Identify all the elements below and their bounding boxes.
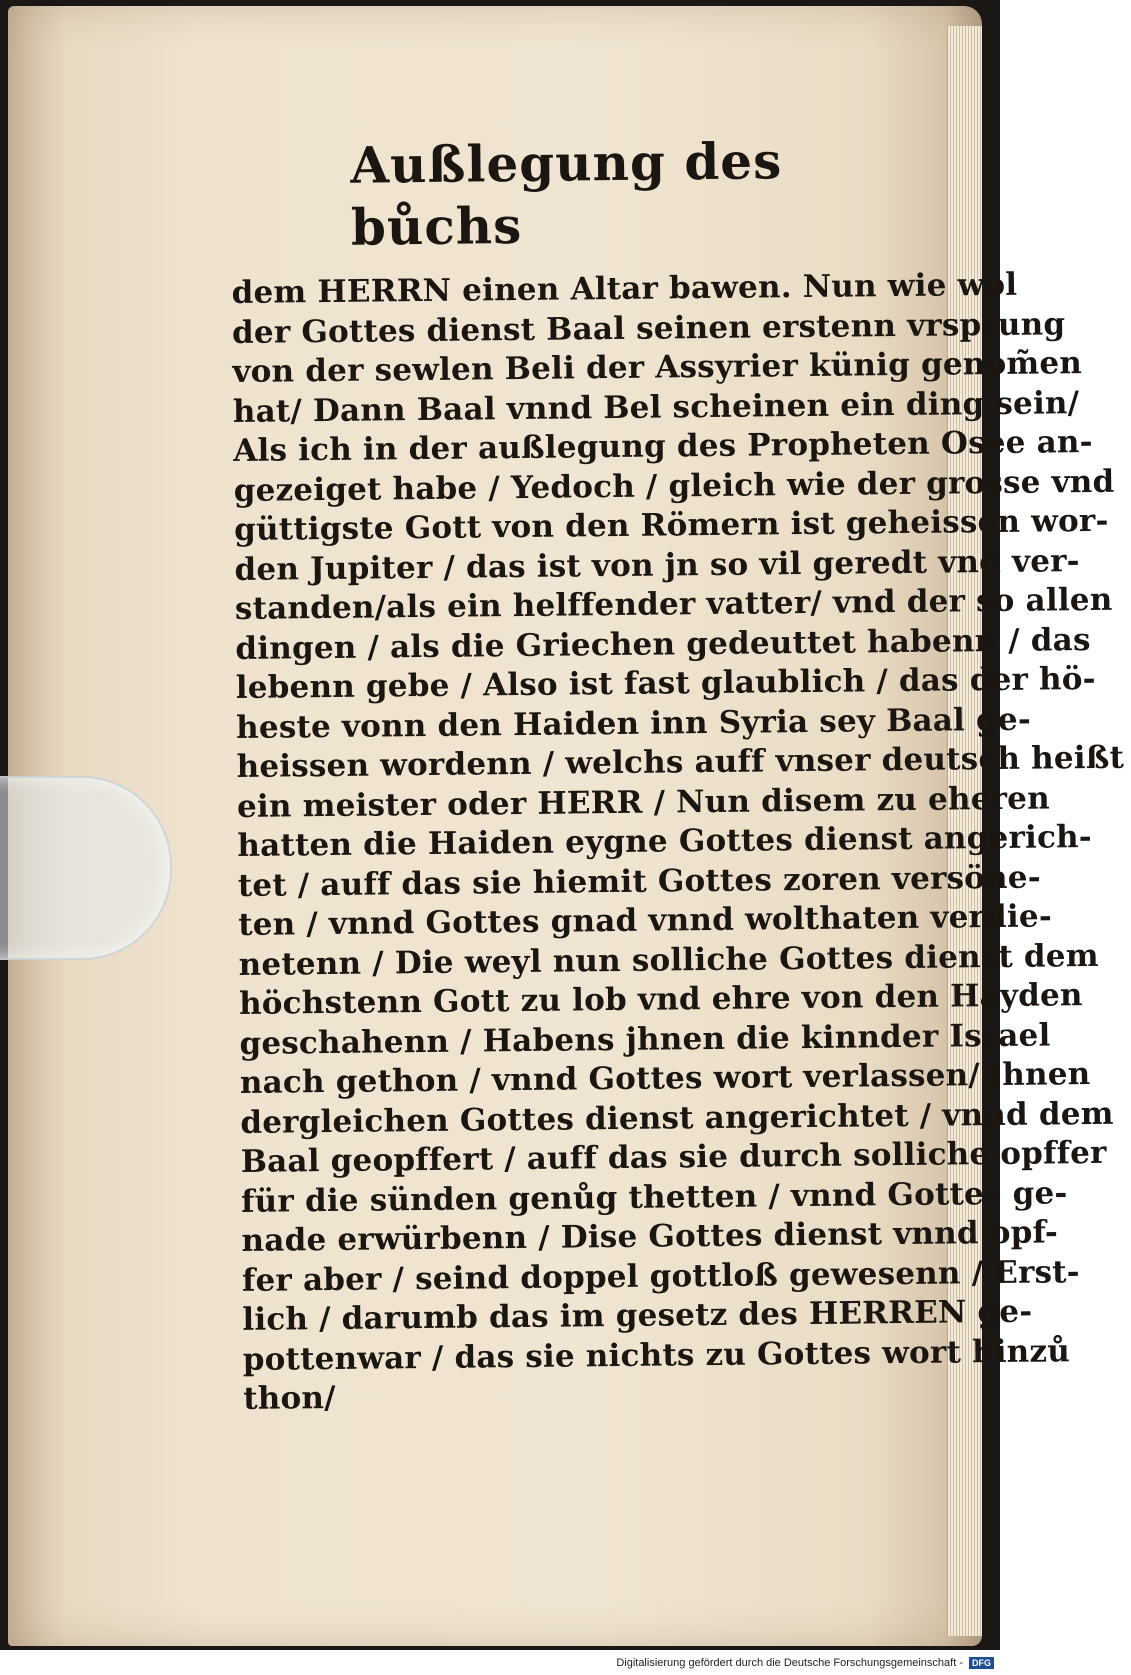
text-line: dem HERRN einen Altar bawen. Nun wie wol (231, 266, 1018, 311)
text-line: höchstenn Gott zu lob vnd ehre von den Hayden (238, 977, 1083, 1022)
text-line: lich / darumb das im gesetz des HERREN ge- (242, 1293, 1033, 1338)
text-line: dergleichen Gottes dienst angerichtet / vnnd dem (240, 1095, 1114, 1141)
footer-bar (0, 1650, 1000, 1675)
text-line: netenn / Die weyl nun solliche Gottes dienst dem (238, 937, 1099, 983)
text-line: gezeiget habe / Yedoch / gleich wie der grosse vnd (233, 463, 1115, 509)
text-line: ein meister oder HERR / Nun disem zu eheren (236, 779, 1051, 825)
text-lines (231, 266, 1125, 1419)
text-line: standen/als ein helffender vatter/ vnd der so allen (234, 581, 1113, 627)
text-block (230, 128, 1125, 1419)
text-line: den Jupiter / das ist von jn so vil geredt vnd ver- (234, 542, 1080, 588)
text-line: für die sünden genůg thetten / vnnd Gottes ge- (240, 1174, 1068, 1220)
text-line: geschahenn / Habens jhnen die kinnder Israel (239, 1016, 1051, 1062)
book-page (8, 6, 1125, 1646)
text-line: hatten die Haiden eygne Gottes dienst angerich- (237, 819, 1093, 864)
bookmark-tab (0, 776, 172, 960)
text-line: hat/ Dann Baal vnnd Bel scheinen ein ding sein/ (232, 384, 1080, 430)
text-line: lebenn gebe / Also ist fast glaublich / das der hö- (235, 660, 1096, 706)
text-line: der Gottes dienst Baal seinen erstenn vrsprung (231, 305, 1066, 351)
text-line: tet / auff das sie hiemit Gottes zoren versöne- (237, 859, 1041, 904)
text-line: fer aber / seind doppel gottloß gewesenn / Erst- (241, 1253, 1080, 1299)
text-line: dingen / als die Griechen gedeuttet habenn / das (235, 621, 1091, 667)
text-line: ten / vnnd Gottes gnad vnnd wolthaten verdie- (238, 898, 1053, 943)
text-line: Als ich in der außlegung des Propheten Osee an- (233, 423, 1093, 469)
dfg-logo: DFG (969, 1657, 994, 1669)
text-line: nade erwürbenn / Dise Gottes dienst vnnd opf- (241, 1214, 1059, 1259)
text-line: nach gethon / vnnd Gottes wort verlassen/ jhnen (239, 1056, 1091, 1101)
text-line: güttigste Gott von den Römern ist geheissen wor- (233, 502, 1109, 548)
text-line: heissen wordenn / welchs auff vnser deutsch heißt (236, 739, 1125, 785)
text-line: pottenwar / das sie nichts zu Gottes wort hinzů (242, 1332, 1071, 1378)
text-line: thon/ (243, 1379, 336, 1417)
footer-credit: Digitalisierung gefördert durch die Deutsche Forschungsgemeinschaft - (616, 1656, 963, 1669)
page-heading: Außlegung des bůchs (350, 131, 783, 257)
text-line: von der sewlen Beli der Assyrier künig genom̃en (232, 345, 1083, 390)
text-line: heste vonn den Haiden inn Syria sey Baal ge- (236, 701, 1032, 746)
text-line: Baal geopffert / auff das sie durch solliche opffer (240, 1134, 1107, 1180)
